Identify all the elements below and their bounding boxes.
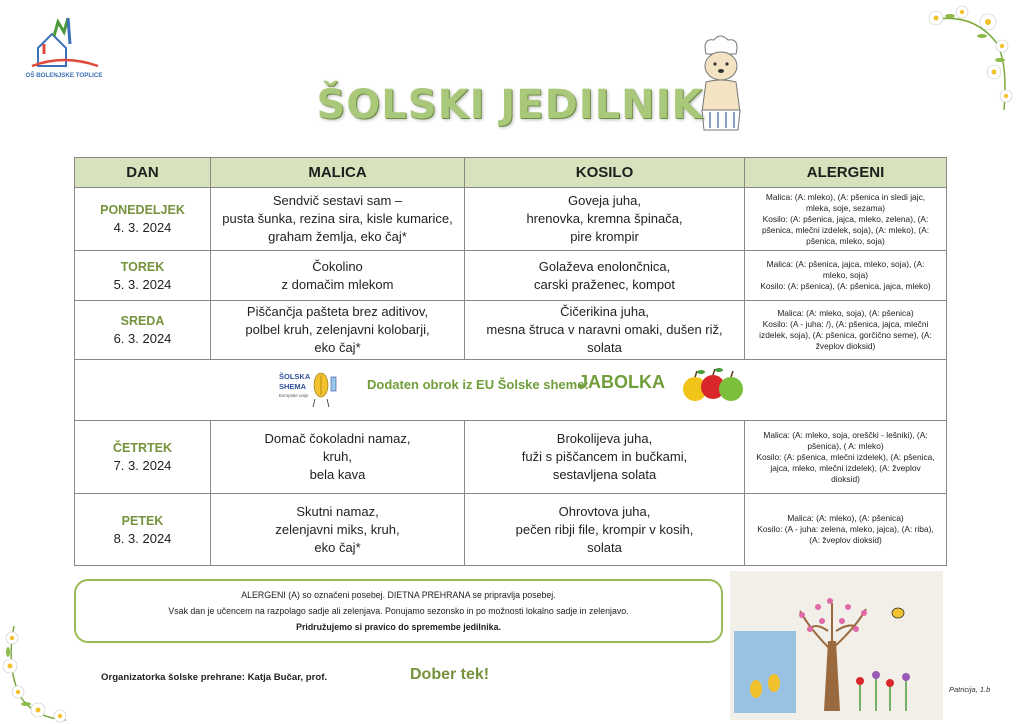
alergeni-cell xyxy=(745,251,947,301)
alergeni-line: jajca, mleko, mlečni izdelek), (A: žveplov xyxy=(770,462,921,473)
malica-line: Domač čokoladni namaz, xyxy=(264,431,411,446)
organizer-text: Organizatorka šolske prehrane: Katja Bučar, prof. xyxy=(101,672,328,683)
day-name: PETEK xyxy=(121,513,164,528)
greeting-text: Dober tek! xyxy=(410,666,490,683)
daisy-decoration-bottom-left xyxy=(0,626,70,724)
alergeni-line: Malica: (A: mleko), (A: pšenica) xyxy=(787,513,904,523)
alergeni-line: mleko, soja) xyxy=(822,270,869,280)
malica-line: z domačim mlekom xyxy=(281,276,394,292)
alergeni-line: Kosilo: (A - juha: zelena, mleko, jajca), (A: riba), xyxy=(757,524,934,534)
kosilo-line: Brokolijeva juha, xyxy=(556,431,653,446)
malica-line: pusta šunka, rezina sira, kisle kumarice, xyxy=(222,211,453,226)
alergeni-cell xyxy=(745,301,947,360)
page-title: ŠOLSKI JEDILNIK xyxy=(316,82,704,128)
malica-line: graham žemlja, eko čaj* xyxy=(268,229,407,244)
day-name: PONEDELJEK xyxy=(100,203,185,217)
malica-line: Čokolino xyxy=(312,258,363,274)
school-logo xyxy=(24,14,104,82)
header-kosilo: KOSILO xyxy=(465,158,745,188)
day-date: 7. 3. 2024 xyxy=(113,458,172,473)
day-cell xyxy=(75,301,211,360)
kosilo-line: hrenovka, kremna špinača, xyxy=(526,211,683,226)
day-date: 8. 3. 2024 xyxy=(113,530,172,546)
alergeni-cell xyxy=(745,494,947,566)
header-malica: MALICA xyxy=(211,158,465,188)
malica-line: polbel kruh, zelenjavni kolobarji, xyxy=(245,322,430,337)
day-cell xyxy=(75,421,211,494)
alergeni-line: dioksid) xyxy=(831,473,860,484)
notice-line: Vsak dan je učencem na razpolago sadje ali zelenjava. Ponujamo sezonsko in po možnosti lokalno sadje in zelenjavo. xyxy=(168,606,629,616)
notice-line: ALERGENI (A) so označeni posebej. DIETNA PREHRANA se pripravlja posebej. xyxy=(241,590,556,600)
malica-line: Sendvič sestavi sam – xyxy=(272,193,403,208)
kosilo-line: Čičerikina juha, xyxy=(560,304,649,319)
eu-scheme-text: Dodaten obrok iz EU Šolske sheme: xyxy=(367,377,589,392)
malica-line: zelenjavni miks, kruh, xyxy=(275,521,400,537)
malica-cell xyxy=(211,301,465,360)
malica-line: bela kava xyxy=(309,467,366,482)
alergeni-line: mleka, soje, sezama) xyxy=(805,202,886,213)
malica-cell xyxy=(211,494,465,566)
alergeni-line: Kosilo: (A: pšenica), (A: pšenica, jajca, mleko) xyxy=(760,281,931,291)
alergeni-line: Kosilo: (A: pšenica, jajca, mleko, zelena), (A: xyxy=(762,213,929,224)
table-row xyxy=(75,188,947,251)
table-row xyxy=(75,421,947,494)
alergeni-line: Malica: (A: mleko), (A: pšenica in sledi jajc, xyxy=(765,191,926,202)
kosilo-cell xyxy=(465,188,745,251)
kosilo-line: solata xyxy=(587,539,622,555)
alergeni-line: Malica: (A: mleko, soja), (A: pšenica) xyxy=(777,308,914,318)
alergeni-line: žveplov dioksid) xyxy=(815,341,876,351)
apples-icon xyxy=(681,367,745,403)
kosilo-cell xyxy=(465,494,745,566)
kosilo-line: sestavljena solata xyxy=(552,467,657,482)
kosilo-cell xyxy=(465,301,745,360)
day-date: 4. 3. 2024 xyxy=(113,220,172,235)
kosilo-line: pire krompir xyxy=(570,229,639,244)
alergeni-line: Malica: (A: pšenica, jajca, mleko, soja), (A: xyxy=(766,259,925,269)
alergeni-cell xyxy=(745,188,947,251)
eu-logo-line1: ŠOLSKA xyxy=(279,372,311,381)
eu-logo-line2: SHEMA xyxy=(279,382,307,391)
daisy-decoration-top-right xyxy=(922,2,1022,114)
day-name: TOREK xyxy=(120,259,165,274)
malica-line: eko čaj* xyxy=(314,340,361,355)
malica-line: eko čaj* xyxy=(314,539,361,555)
day-cell xyxy=(75,494,211,566)
kosilo-line: solata xyxy=(587,340,622,355)
alergeni-line: Malica: (A: mleko, soja, oreščki - lešniki), (A: xyxy=(763,429,928,440)
child-drawing-illustration xyxy=(730,571,943,720)
day-cell xyxy=(75,188,211,251)
malica-line: kruh, xyxy=(323,449,352,464)
day-name: SREDA xyxy=(120,314,165,328)
alergeni-line: izdelek, soja), (A: pšenica, gorčično seme), (A: xyxy=(759,330,932,340)
allergen-notice-box xyxy=(74,579,723,643)
eu-scheme-cell xyxy=(75,360,947,421)
malica-line: Piščančja pašteta brez aditivov, xyxy=(246,304,429,319)
kosilo-cell xyxy=(465,421,745,494)
eu-scheme-row xyxy=(75,360,947,421)
alergeni-cell xyxy=(745,421,947,494)
eu-school-scheme-logo xyxy=(277,367,341,411)
kosilo-line: fuži s piščancem in bučkami, xyxy=(521,449,688,464)
table-row xyxy=(75,494,947,566)
kosilo-cell xyxy=(465,251,745,301)
menu-table xyxy=(74,157,947,566)
table-header-row xyxy=(75,158,947,188)
day-name: ČETRTEK xyxy=(112,441,173,455)
kosilo-line: carski praženec, kompot xyxy=(534,276,675,292)
eu-logo-line3: Evropske unije xyxy=(279,393,309,398)
day-date: 5. 3. 2024 xyxy=(113,276,172,292)
malica-cell xyxy=(211,421,465,494)
drawing-author: Patricija, 1.b xyxy=(949,685,991,694)
eu-scheme-fruit: JABOLKA xyxy=(578,372,666,392)
alergeni-line: pšenica), ( A: mleko) xyxy=(807,440,884,451)
header-dan: DAN xyxy=(75,158,211,188)
day-date: 6. 3. 2024 xyxy=(113,331,172,346)
alergeni-line: (A: žveplov dioksid) xyxy=(809,535,882,545)
header-alergeni: ALERGENI xyxy=(745,158,947,188)
kosilo-line: Golaževa enolončnica, xyxy=(538,258,671,274)
day-cell xyxy=(75,251,211,301)
alergeni-line: pšenica, mleko, soja) xyxy=(806,235,885,246)
malica-line: Skutni namaz, xyxy=(296,503,379,519)
malica-cell xyxy=(211,251,465,301)
school-logo-caption: OŠ BOLENJSKE TOPLICE xyxy=(25,72,103,79)
malica-cell xyxy=(211,188,465,251)
kosilo-line: mesna štruca v naravni omaki, dušen riž, xyxy=(486,322,723,337)
alergeni-line: pšenica, mlečni izdelek, soja), (A: mleko), (A: xyxy=(761,224,930,235)
kosilo-line: Ohrovtova juha, xyxy=(558,503,651,519)
table-row xyxy=(75,251,947,301)
alergeni-line: Kosilo: (A - juha: /), (A: pšenica, jajca, mlečni xyxy=(762,319,929,329)
kosilo-line: pečen ribji file, krompir v kosih, xyxy=(515,521,694,537)
alergeni-line: Kosilo: (A: pšenica, mlečni izdelek), (A: pšenica, xyxy=(756,451,935,462)
kosilo-line: Goveja juha, xyxy=(568,193,641,208)
table-row xyxy=(75,301,947,360)
notice-line-bold: Pridružujemo si pravico do spremembe jedilnika. xyxy=(296,622,501,632)
